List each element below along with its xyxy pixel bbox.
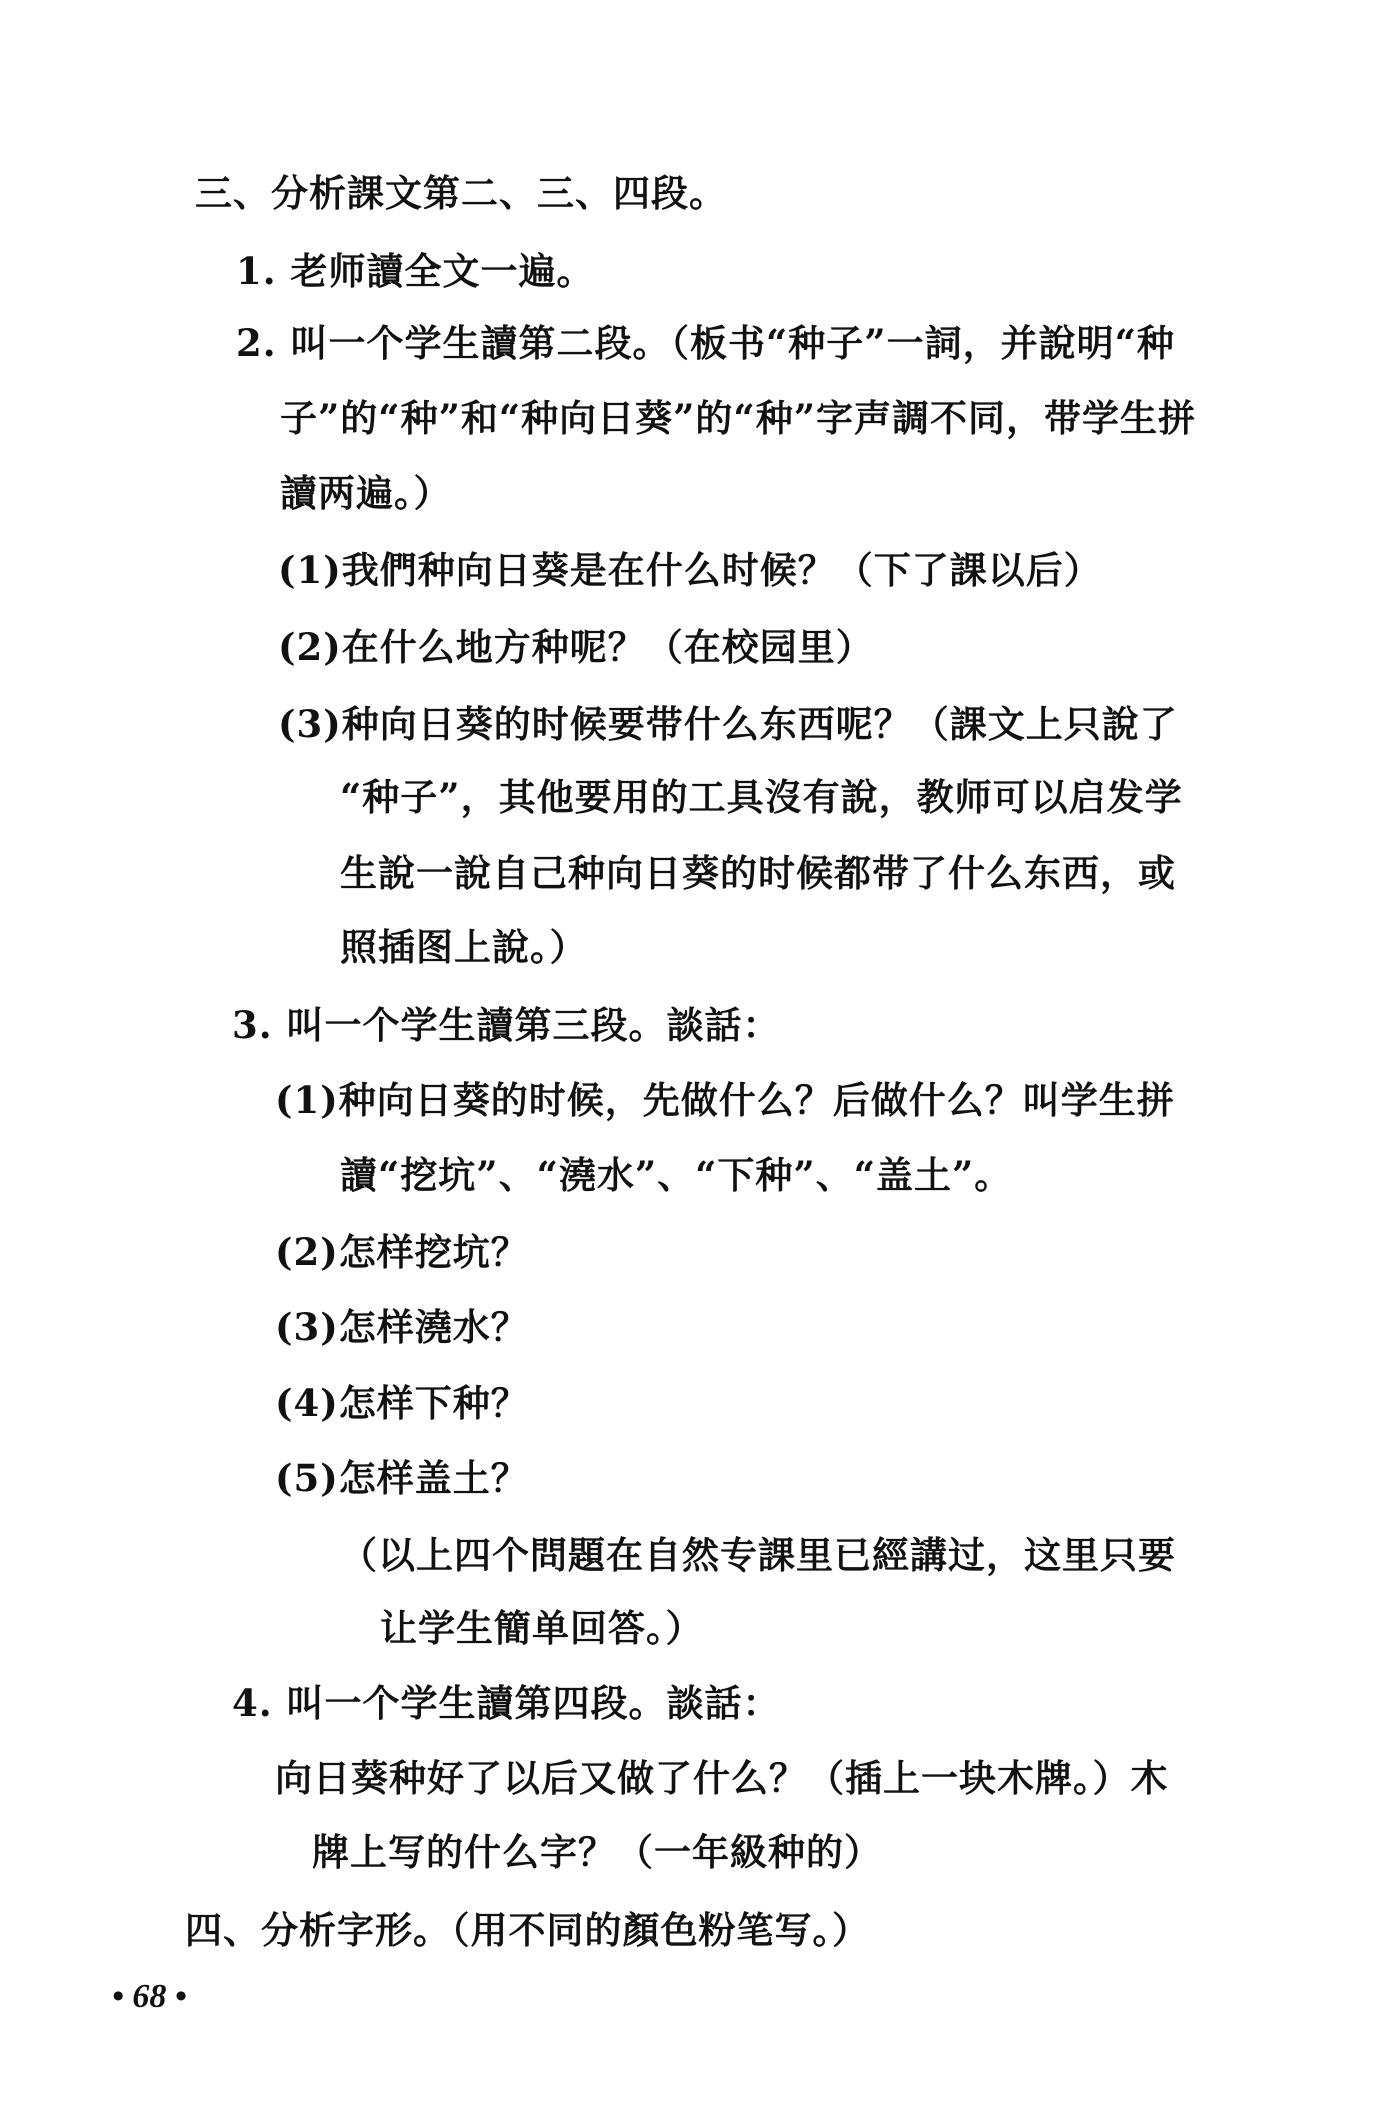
- step-2-line-3: 讀两遍。）: [280, 471, 452, 515]
- section-heading-4: 四、分析字形。（用不同的顏色粉笔写。）: [185, 1908, 870, 1952]
- question-2-2: (2)在什么地方种呢？（在校园里）: [278, 625, 874, 669]
- question-3-1-line-2: 讀“挖坑”、“澆水”、“下种”、“盖土”。: [340, 1153, 1013, 1197]
- question-3-5: (5)怎样盖土？: [275, 1456, 529, 1500]
- page-number: • 68 •: [112, 1978, 187, 2015]
- question-2-3-line-2: “种子”，其他要用的工具沒有說，教师可以启发学: [340, 775, 1183, 819]
- step-2-line-2: 子”的“种”和“种向日葵”的“种”字声調不同，带学生拼: [280, 396, 1196, 440]
- question-3-2: (2)怎样挖坑？: [275, 1230, 529, 1274]
- step-4-question-line-1: 向日葵种好了以后又做了什么？（插上一块木牌。）木: [275, 1756, 1169, 1800]
- note-line-1: （以上四个問題在自然专課里已經講过，这里只要: [340, 1533, 1176, 1577]
- step-2-line-1: 2. 叫一个学生讀第二段。（板书“种子”一詞，并說明“种: [236, 321, 1175, 365]
- question-2-3-line-4: 照插图上說。）: [340, 925, 588, 969]
- question-2-3-line-3: 生說一說自己种向日葵的时候都带了什么东西，或: [340, 851, 1176, 895]
- note-line-2: 让学生簡单回答。）: [380, 1606, 704, 1650]
- question-3-1-line-1: (1)种向日葵的时候，先做什么？后做什么？叫学生拼: [275, 1078, 1175, 1122]
- question-2-1: (1)我們种向日葵是在什么时候？（下了課以后）: [278, 548, 1102, 592]
- step-4: 4. 叫一个学生讀第四段。談話：: [232, 1681, 781, 1725]
- step-3: 3. 叫一个学生讀第三段。談話：: [232, 1003, 781, 1047]
- step-4-question-line-2: 牌上写的什么字？（一年級种的）: [312, 1830, 882, 1874]
- question-2-3-line-1: (3)种向日葵的时候要带什么东西呢？（課文上只說了: [278, 702, 1178, 746]
- question-3-3: (3)怎样澆水？: [275, 1305, 529, 1349]
- question-3-4: (4)怎样下种？: [275, 1381, 529, 1425]
- step-1: 1. 老师讀全文一遍。: [236, 249, 595, 293]
- section-heading-3: 三、分析課文第二、三、四段。: [195, 171, 727, 215]
